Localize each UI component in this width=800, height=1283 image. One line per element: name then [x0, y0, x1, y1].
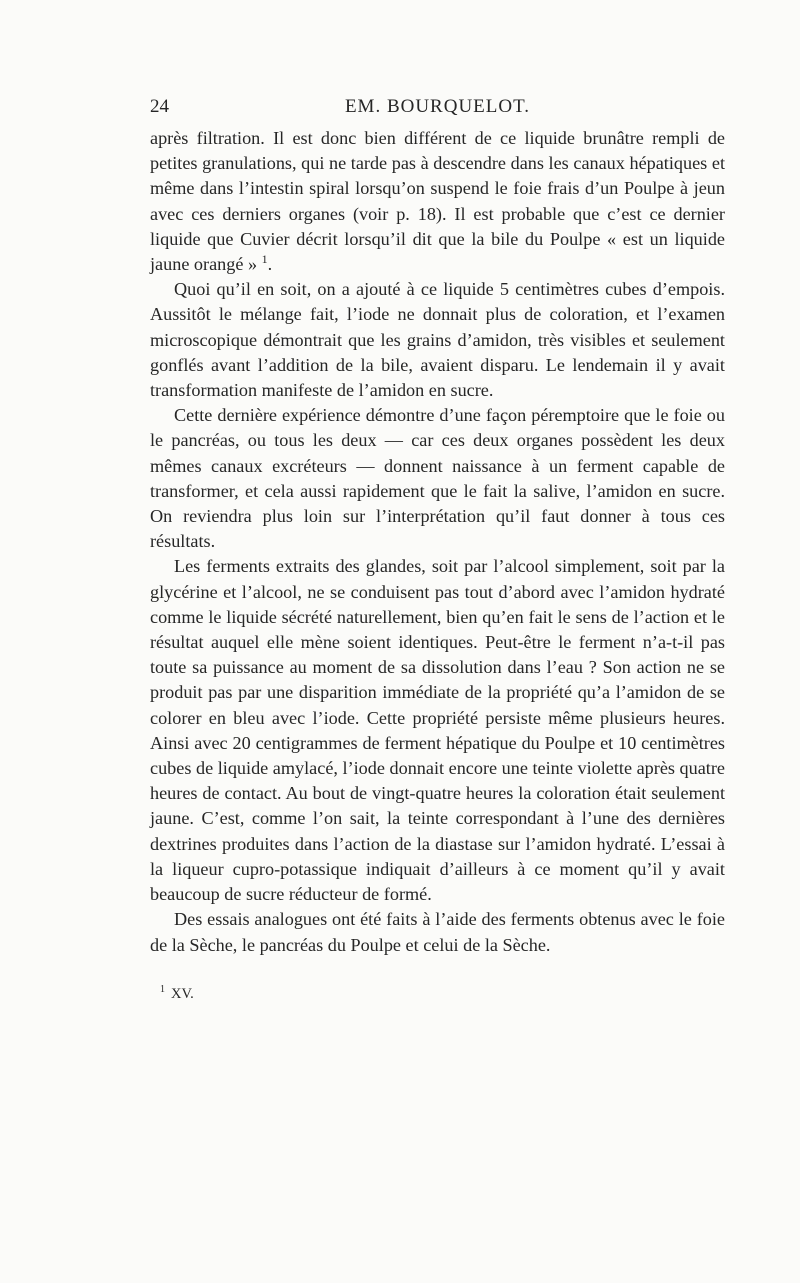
paragraph-2: Quoi qu’il en soit, on a ajouté à ce liquide 5 centimètres cubes d’empois. Aussitôt le mélange fait, l’iode ne donnait plus de coloration, et l’examen microscopique démontrait que les grains d’amidon, très visibles et seulement gonflés avant l’addition de la bile, avaient disparu. Le lendemain il y avait transformation manifeste de l’amidon en sucre. [150, 279, 725, 401]
paragraph-3: Cette dernière expérience démontre d’une façon péremptoire que le foie ou le pancréas, ou tous les deux — car ces deux organes possèdent les deux mêmes canaux excréteurs — donnent naissance à un ferment capable de transformer, et cela aussi rapidement que le fait la salive, l’amidon en sucre. On reviendra plus loin sur l’interprétation qu’il faut donner à tous ces résultats. [150, 405, 725, 552]
paragraph-1 [150, 126, 725, 277]
footnote-reference: 1 [261, 251, 268, 266]
footnote-text: XV. [171, 985, 194, 1002]
paragraph-4: Les ferments extraits des glandes, soit par l’alcool simplement, soit par la glycérine et l’alcool, ne se conduisent pas tout d’abord avec l’amidon hydraté comme le liquide sécrété naturellement, bien qu’en fait le sens de l’action et le résultat auquel elle mène soient identiques. Peut-être le ferment n’a-t-il pas toute sa puissance au moment de sa dissolution dans l’eau ? Son action ne se produit pas par une disparition immédiate de la propriété qu’a l’amidon de se colorer en bleu avec l’iode. Cette propriété persiste même plusieurs heures. Ainsi avec 20 centigrammes de ferment hépatique du Poulpe et 10 centimètres cubes de liquide amylacé, l’iode donnait encore une teinte violette après quatre heures de contact. Au bout de vingt-quatre heures la coloration était seulement jaune. C’est, comme l’on sait, la teinte correspondant à l’une des dernières dextrines produites dans l’action de la diastase sur l’amidon hydraté. L’essai à la liqueur cupro-potassique indiquait d’ailleurs à ce moment qu’il y avait beaucoup de sucre réducteur de formé. [150, 556, 725, 905]
book-page [150, 96, 725, 1003]
paragraph-1-end: . [267, 254, 273, 275]
footnote [150, 984, 725, 1003]
body-text [150, 126, 725, 958]
footnote-mark: 1 [160, 983, 165, 995]
running-head [150, 96, 725, 124]
paragraph-1-text: après filtration. Il est donc bien différent de ce liquide brunâtre rempli de petites granulations, qui ne tarde pas à descendre dans les canaux hépatiques et même dans l’intestin spiral lorsqu’on suspend le foie frais d’un Poulpe à jeun avec ces derniers organes (voir p. 18). Il est probable que c’est ce dernier liquide que Cuvier décrit lorsqu’il dit que la bile du Poulpe « est un liquide jaune orangé » [150, 128, 725, 275]
page-number: 24 [150, 96, 169, 117]
paragraph-5: Des essais analogues ont été faits à l’aide des ferments obtenus avec le foie de la Sèche, le pancréas du Poulpe et celui de la Sèche. [150, 909, 725, 955]
running-title: EM. BOURQUELOT. [344, 96, 531, 117]
